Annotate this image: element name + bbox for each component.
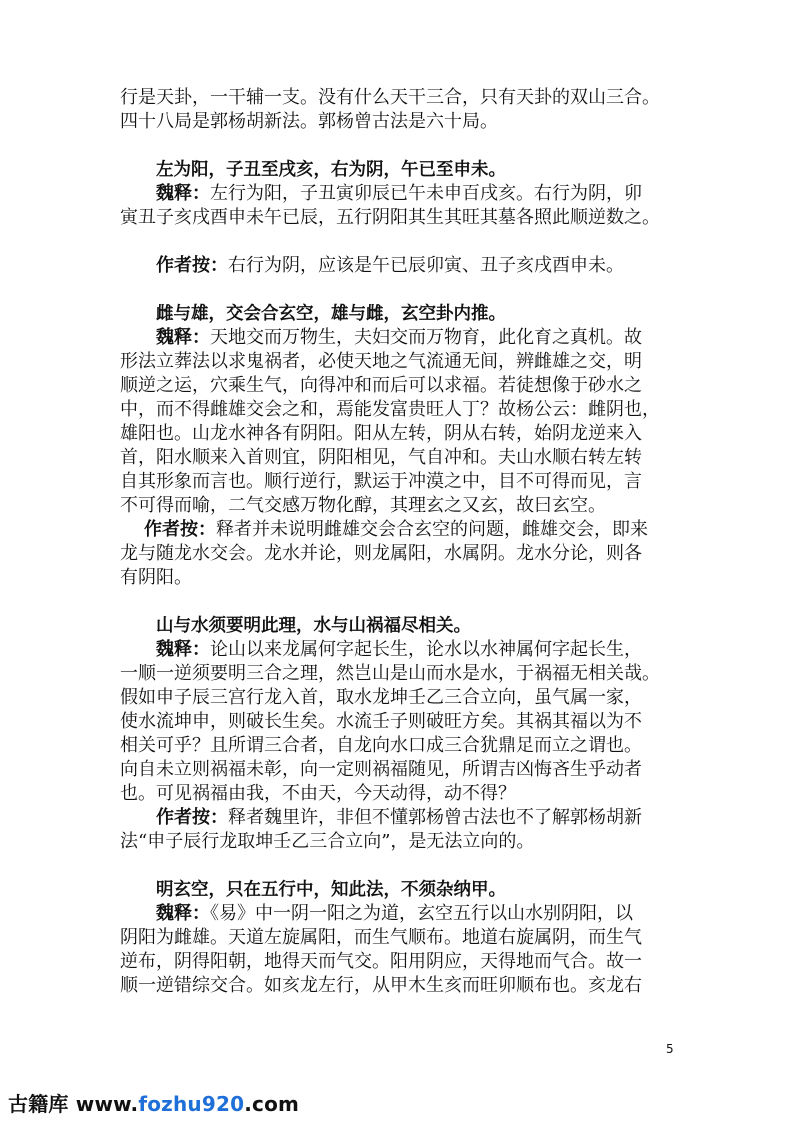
paragraph-line: [120, 182, 672, 206]
author-note-label: 作者按：: [156, 807, 228, 828]
verse-heading: 明玄空，只在五行中，知此法，不须杂纳甲。: [156, 880, 506, 900]
commentary-label: 魏释：: [156, 183, 210, 204]
commentary-text: 论山以来龙属何字起长生，论水以水神属何字起长生，: [210, 639, 642, 660]
paragraph-line: 逆布，阴得阳朝，地得天而气交。阳用阴应，天得地而气合。故一: [120, 951, 642, 972]
verse-heading: 山与水须要明此理，水与山祸福尽相关。: [156, 616, 471, 636]
paragraph-line: 顺逆之运，穴乘生气，向得冲和而后可以求福。若徒想像于砂水之: [120, 375, 642, 396]
paragraph-line: 不可得而喻，二气交感万物化醇，其理玄之又玄，故曰玄空。: [120, 495, 606, 516]
paragraph-line: 中，而不得雌雄交会之和，焉能发富贵旺人丁？故杨公云：雌阴也，: [120, 399, 660, 420]
author-note-text: 释者魏里许，非但不懂郭杨曾古法也不了解郭杨胡新: [228, 807, 642, 828]
paragraph-line: [120, 902, 672, 926]
commentary-text: 左行为阳，子丑寅卯辰已午未申百戌亥。右行为阴，卯: [210, 183, 642, 204]
author-note-text: 右行为阴，应该是午已辰卯寅、丑子亥戌酉申未。: [228, 255, 624, 276]
paragraph-line: [120, 806, 672, 830]
paragraph-line: 首，阳水顺来入首则宜，阴阳相见，气自冲和。夫山水顺右转左转: [120, 447, 642, 468]
paragraph-line: 有阴阳。: [120, 567, 192, 588]
commentary-label: 魏释：: [156, 327, 210, 348]
paragraph-line: [120, 254, 672, 278]
paragraph-line: 也。可见祸福由我，不由天，今天动得，动不得？: [120, 783, 516, 804]
footer-tld: .com: [244, 1092, 300, 1116]
footer-site: 古籍库 www.: [8, 1092, 139, 1116]
commentary-label: 魏释：: [156, 639, 210, 660]
author-note-label: 作者按：: [156, 255, 228, 276]
paragraph-line: 一顺一逆须要明三合之理，然岂山是山而水是水，于祸福无相关哉。: [120, 663, 660, 684]
paragraph-line: 假如申子辰三宫行龙入首，取水龙坤壬乙三合立向，虽气属一家，: [120, 687, 642, 708]
author-note-label: 作者按：: [144, 519, 216, 540]
paragraph-line: [120, 638, 672, 662]
paragraph-line: 向自未立则祸福未彰，向一定则祸福随见，所谓吉凶悔吝生乎动者: [120, 759, 642, 780]
commentary-label: 魏释：: [156, 903, 210, 924]
paragraph-line: 寅丑子亥戌酉申未午已辰，五行阴阳其生其旺其墓各照此顺逆数之。: [120, 207, 660, 228]
verse-heading: 雌与雄，交会合玄空，雄与雌，玄空卦内推。: [156, 304, 506, 324]
body-text: [120, 86, 672, 998]
paragraph-line: 形法立葬法以求鬼祸者，必使天地之气流通无间，辨雌雄之交，明: [120, 351, 642, 372]
commentary-text: 天地交而万物生，夫妇交而万物育，此化育之真机。故: [210, 327, 642, 348]
paragraph-line: 雄阳也。山龙水神各有阴阳。阳从左转，阴从右转，始阴龙逆来入: [120, 423, 642, 444]
paragraph-line: [120, 518, 672, 542]
paragraph-line: 阴阳为雌雄。天道左旋属阳，而生气顺布。地道右旋属阴，而生气: [120, 927, 642, 948]
paragraph-line: 四十八局是郭杨胡新法。郭杨曾古法是六十局。: [120, 111, 498, 132]
footer-domain: fozhu920: [138, 1092, 245, 1116]
author-note-text: 释者并未说明雌雄交会合玄空的问题，雌雄交会，即来: [216, 519, 648, 540]
commentary-text: 《易》中一阴一阳之为道，玄空五行以山水别阴阳，以: [210, 903, 633, 924]
verse-heading: 左为阳，子丑至戌亥，右为阴，午已至申未。: [156, 160, 506, 180]
paragraph-line: [120, 326, 672, 350]
paragraph-line: 法“申子辰行龙取坤壬乙三合立向”，是无法立向的。: [120, 831, 535, 852]
paragraph-line: 相关可乎？且所谓三合者，自龙向水口成三合犹鼎足而立之谓也。: [120, 735, 642, 756]
page-number: 5: [666, 1042, 674, 1056]
paragraph-line: 行是天卦，一干辅一支。没有什么天干三合，只有天卦的双山三合。: [120, 87, 660, 108]
paragraph-line: 使水流坤申，则破长生矣。水流壬子则破旺方矣。其祸其福以为不: [120, 711, 642, 732]
paragraph-line: 顺一逆错综交合。如亥龙左行，从甲木生亥而旺卯顺布也。亥龙右: [120, 975, 642, 996]
footer-watermark: [8, 1088, 299, 1117]
paragraph-line: 自其形象而言也。顺行逆行，默运于冲漠之中，目不可得而见，言: [120, 471, 642, 492]
paragraph-line: 龙与随龙水交会。龙水并论，则龙属阳，水属阴。龙水分论，则各: [120, 543, 642, 564]
